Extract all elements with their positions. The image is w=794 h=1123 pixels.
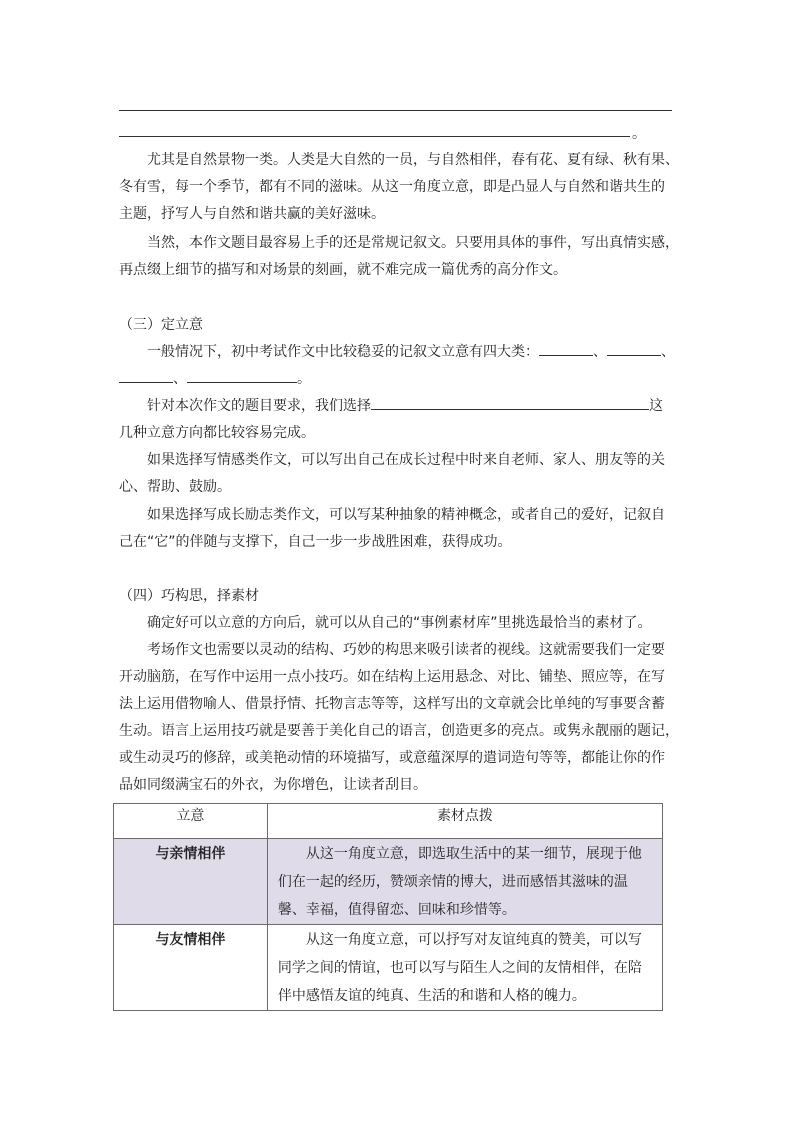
- paragraph-line: 几种立意方向都比较容易完成。: [119, 425, 315, 441]
- row-text: 从这一角度立意，可以抒写对友谊纯真的赞美，可以写同学之间的情谊，也可以写与陌生人之间的友情相伴，在陪伴中感悟友谊的纯真、生活的和谐和人格的魄力。: [277, 932, 642, 1004]
- separator: 、: [593, 344, 607, 360]
- paragraph-line: 心、帮助、鼓励。: [119, 479, 231, 495]
- paragraph-line: 己在“它”的伴随与支撑下，自己一步一步战胜困难，获得成功。: [119, 534, 512, 550]
- paragraph-line: 再点缀上细节的描写和对场景的刻画，就不难完成一篇优秀的高分作文。: [119, 262, 567, 278]
- paragraph-line: 开动脑筋，在写作中运用一点小技巧。如在结构上运用悬念、对比、铺垫、照应等，在写: [119, 669, 665, 685]
- paragraph-line: 品如同缀满宝石的外衣，为你增色，让读者刮目。: [119, 777, 427, 793]
- table-cell-theme: [114, 925, 268, 1011]
- separator: 、: [173, 371, 187, 387]
- paragraph-text: 一般情况下，初中考试作文中比较稳妥的记叙文立意有四大类：: [147, 344, 539, 360]
- section-heading: （三）定立意: [119, 317, 203, 333]
- paragraph-line: 生动。语言上运用技巧就是要善于美化自己的语言，创造更多的亮点。或隽永靓丽的题记，: [119, 723, 679, 739]
- paragraph-line: [119, 393, 685, 420]
- material-table: [113, 803, 663, 1011]
- table-row: [114, 839, 663, 925]
- paragraph-line: 尤其是自然景物一类。人类是大自然的一员，与自然相伴，春有花、夏有绿、秋有果、: [147, 152, 679, 168]
- paragraph-line: 法上运用借物喻人、借景抒情、托物言志等等，这样写出的文章就会比单纯的写事要含蓄: [119, 696, 665, 712]
- paragraph-line: 考场作文也需要以灵动的结构、巧妙的构思来吸引读者的视线。这就需要我们一定要: [147, 642, 665, 658]
- row-theme: 与友情相伴: [155, 932, 226, 948]
- table-cell-text: [267, 925, 662, 1011]
- paragraph-line: 主题，抒写人与自然和谐共赢的美好滋味。: [119, 206, 385, 222]
- paragraph-line: 当然，本作文题目最容易上手的还是常规记叙文。只要用具体的事件，写出真情实感，: [147, 235, 679, 251]
- answer-line: [119, 110, 672, 111]
- table-header-material: 素材点拨: [267, 804, 662, 839]
- row-text: 从这一角度立意，即选取生活中的某一细节，展现于他们在一起的经历，赞颂亲情的博大，进而感悟其滋味的温馨、幸福，值得留恋、回味和珍惜等。: [277, 846, 642, 918]
- answer-blank[interactable]: [187, 366, 297, 383]
- table-cell-theme: [114, 839, 268, 925]
- table-header-row: [114, 804, 663, 839]
- table-cell-text: [267, 839, 662, 925]
- paragraph-line: 或生动灵巧的修辞，或美艳动情的环境描写，或意蕴深厚的遣词造句等等，都能让你的作: [119, 750, 665, 766]
- answer-blank[interactable]: [371, 393, 649, 410]
- period-mark: 。: [632, 126, 646, 142]
- paragraph-text: 这: [649, 398, 663, 414]
- answer-blank[interactable]: [539, 339, 593, 356]
- paragraph-line: 冬有雪，每一个季节，都有不同的滋味。从这一角度立意，即是凸显人与自然和谐共生的: [119, 179, 665, 195]
- period-mark: 。: [297, 371, 311, 387]
- paragraph-line: 如果选择写情感类作文，可以写出自己在成长过程中时来自老师、家人、朋友等的关: [147, 452, 665, 468]
- paragraph-line: [119, 366, 685, 393]
- paragraph-text: 针对本次作文的题目要求，我们选择: [147, 398, 371, 414]
- answer-blank[interactable]: [119, 366, 173, 383]
- table-header-theme: 立意: [114, 804, 268, 839]
- paragraph-line: 确定好可以立意的方向后，就可以从自己的“事例素材库”里挑选最恰当的素材了。: [147, 615, 652, 631]
- paragraph-line: 如果选择写成长励志类作文，可以写某种抽象的精神概念，或者自己的爱好，记叙自: [147, 507, 665, 523]
- table-row: [114, 925, 663, 1011]
- answer-blank[interactable]: [607, 339, 661, 356]
- paragraph-line: [119, 339, 685, 366]
- separator: 、: [661, 344, 675, 360]
- section-heading: （四）巧构思，择素材: [119, 588, 259, 604]
- answer-line: [119, 136, 630, 137]
- row-theme: 与亲情相伴: [155, 846, 226, 862]
